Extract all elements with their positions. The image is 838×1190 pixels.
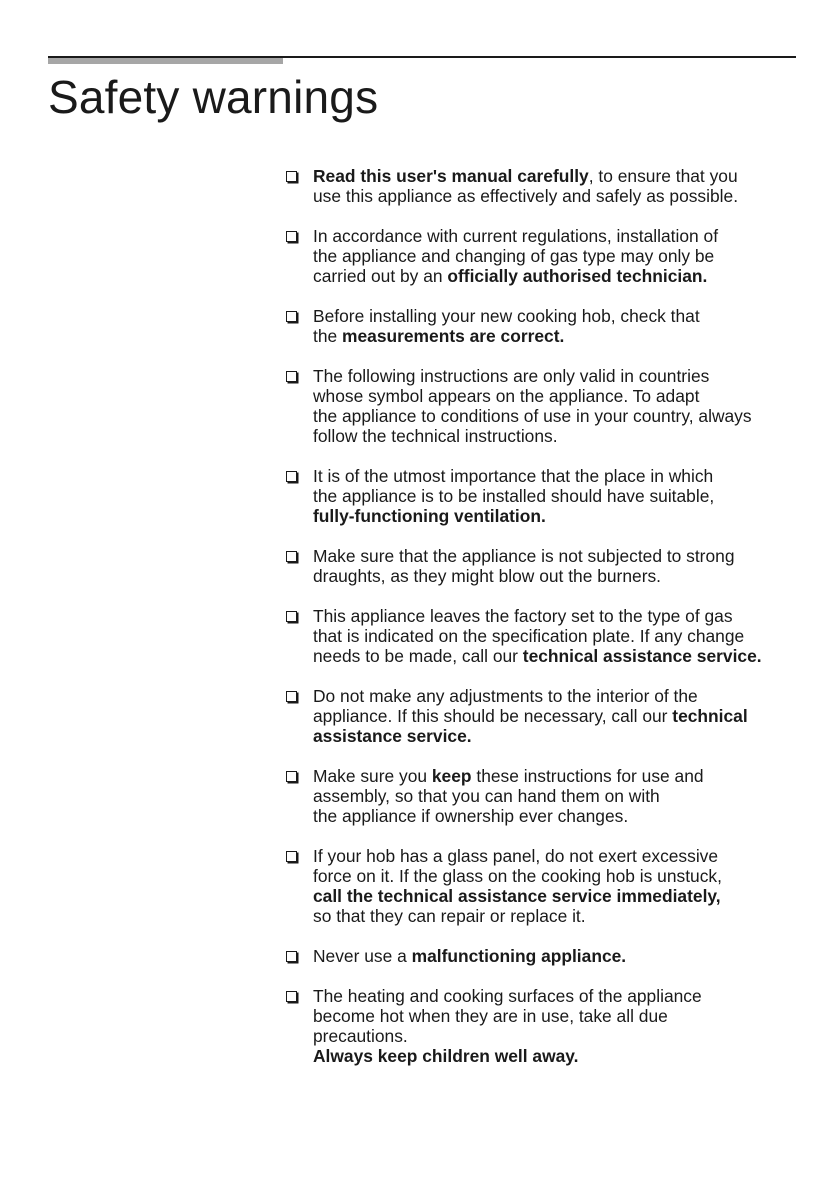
body-text: force on it. If the glass on the cooking hob is unstuck, <box>313 866 722 886</box>
header-accent-bar <box>48 58 283 64</box>
body-text: the appliance is to be installed should have suitable, <box>313 486 715 506</box>
checkbox-bullet-icon <box>286 551 297 562</box>
body-text: Make sure you <box>313 766 432 786</box>
body-text: become hot when they are in use, take all due <box>313 1006 668 1026</box>
body-text: Before installing your new cooking hob, check that <box>313 306 700 326</box>
checkbox-bullet-icon <box>286 771 297 782</box>
safety-warnings-list <box>286 166 806 1086</box>
checkbox-bullet-icon <box>286 171 297 182</box>
body-text: needs to be made, call our <box>313 646 523 666</box>
body-text: Do not make any adjustments to the interior of the <box>313 686 698 706</box>
warning-item <box>286 946 806 966</box>
checkbox-bullet-icon <box>286 371 297 382</box>
warning-text <box>313 306 806 346</box>
checkbox-bullet-icon <box>286 991 297 1002</box>
body-text: assembly, so that you can hand them on with <box>313 786 660 806</box>
warning-text <box>313 546 806 586</box>
warning-item <box>286 686 806 746</box>
emphasis-text: malfunctioning appliance. <box>411 946 627 966</box>
emphasis-text: assistance service. <box>313 726 472 746</box>
warning-item <box>286 366 806 446</box>
body-text: Never use a <box>313 946 412 966</box>
body-text: the <box>313 326 343 346</box>
body-text: so that they can repair or replace it. <box>313 906 586 926</box>
warning-item <box>286 986 806 1066</box>
emphasis-text: keep <box>431 766 472 786</box>
warning-item <box>286 606 806 666</box>
body-text: precautions. <box>313 1026 408 1046</box>
body-text: , to ensure that you <box>588 166 738 186</box>
warning-text <box>313 686 806 746</box>
body-text: these instructions for use and <box>471 766 704 786</box>
body-text: the appliance if ownership ever changes. <box>313 806 629 826</box>
emphasis-text: technical <box>672 706 748 726</box>
body-text: In accordance with current regulations, installation of <box>313 226 719 246</box>
warning-text <box>313 766 806 826</box>
body-text: the appliance and changing of gas type may only be <box>313 246 715 266</box>
warning-item <box>286 466 806 526</box>
warning-item <box>286 546 806 586</box>
warning-text <box>313 226 806 286</box>
body-text: appliance. If this should be necessary, call our <box>313 706 673 726</box>
body-text: that is indicated on the specification plate. If any change <box>313 626 745 646</box>
warning-text <box>313 166 806 206</box>
body-text: Make sure that the appliance is not subjected to strong <box>313 546 735 566</box>
emphasis-text: Always keep children well away. <box>313 1046 579 1066</box>
body-text: draughts, as they might blow out the burners. <box>313 566 662 586</box>
body-text: the appliance to conditions of use in your country, always <box>313 406 752 426</box>
checkbox-bullet-icon <box>286 471 297 482</box>
page-title: Safety warnings <box>48 71 379 123</box>
warning-item <box>286 166 806 206</box>
emphasis-text: Read this user's manual carefully <box>313 166 589 186</box>
body-text: carried out by an <box>313 266 448 286</box>
body-text: whose symbol appears on the appliance. To adapt <box>313 386 700 406</box>
emphasis-text: officially authorised technician. <box>447 266 708 286</box>
warning-item <box>286 766 806 826</box>
emphasis-text: technical assistance service. <box>522 646 762 666</box>
warning-text <box>313 606 806 666</box>
body-text: follow the technical instructions. <box>313 426 558 446</box>
emphasis-text: measurements are correct. <box>342 326 565 346</box>
body-text: This appliance leaves the factory set to the type of gas <box>313 606 733 626</box>
body-text: It is of the utmost importance that the place in which <box>313 466 714 486</box>
checkbox-bullet-icon <box>286 951 297 962</box>
body-text: If your hob has a glass panel, do not exert excessive <box>313 846 719 866</box>
checkbox-bullet-icon <box>286 231 297 242</box>
warning-text <box>313 846 806 926</box>
warning-text <box>313 366 806 446</box>
body-text: use this appliance as effectively and safely as possible. <box>313 186 739 206</box>
warning-text <box>313 986 806 1066</box>
checkbox-bullet-icon <box>286 691 297 702</box>
warning-item <box>286 306 806 346</box>
checkbox-bullet-icon <box>286 851 297 862</box>
checkbox-bullet-icon <box>286 311 297 322</box>
emphasis-text: fully-functioning ventilation. <box>313 506 546 526</box>
checkbox-bullet-icon <box>286 611 297 622</box>
warning-text <box>313 466 806 526</box>
warning-text <box>313 946 806 966</box>
emphasis-text: call the technical assistance service immediately, <box>313 886 721 906</box>
body-text: The heating and cooking surfaces of the appliance <box>313 986 702 1006</box>
warning-item <box>286 846 806 926</box>
body-text: The following instructions are only valid in countries <box>313 366 710 386</box>
warning-item <box>286 226 806 286</box>
